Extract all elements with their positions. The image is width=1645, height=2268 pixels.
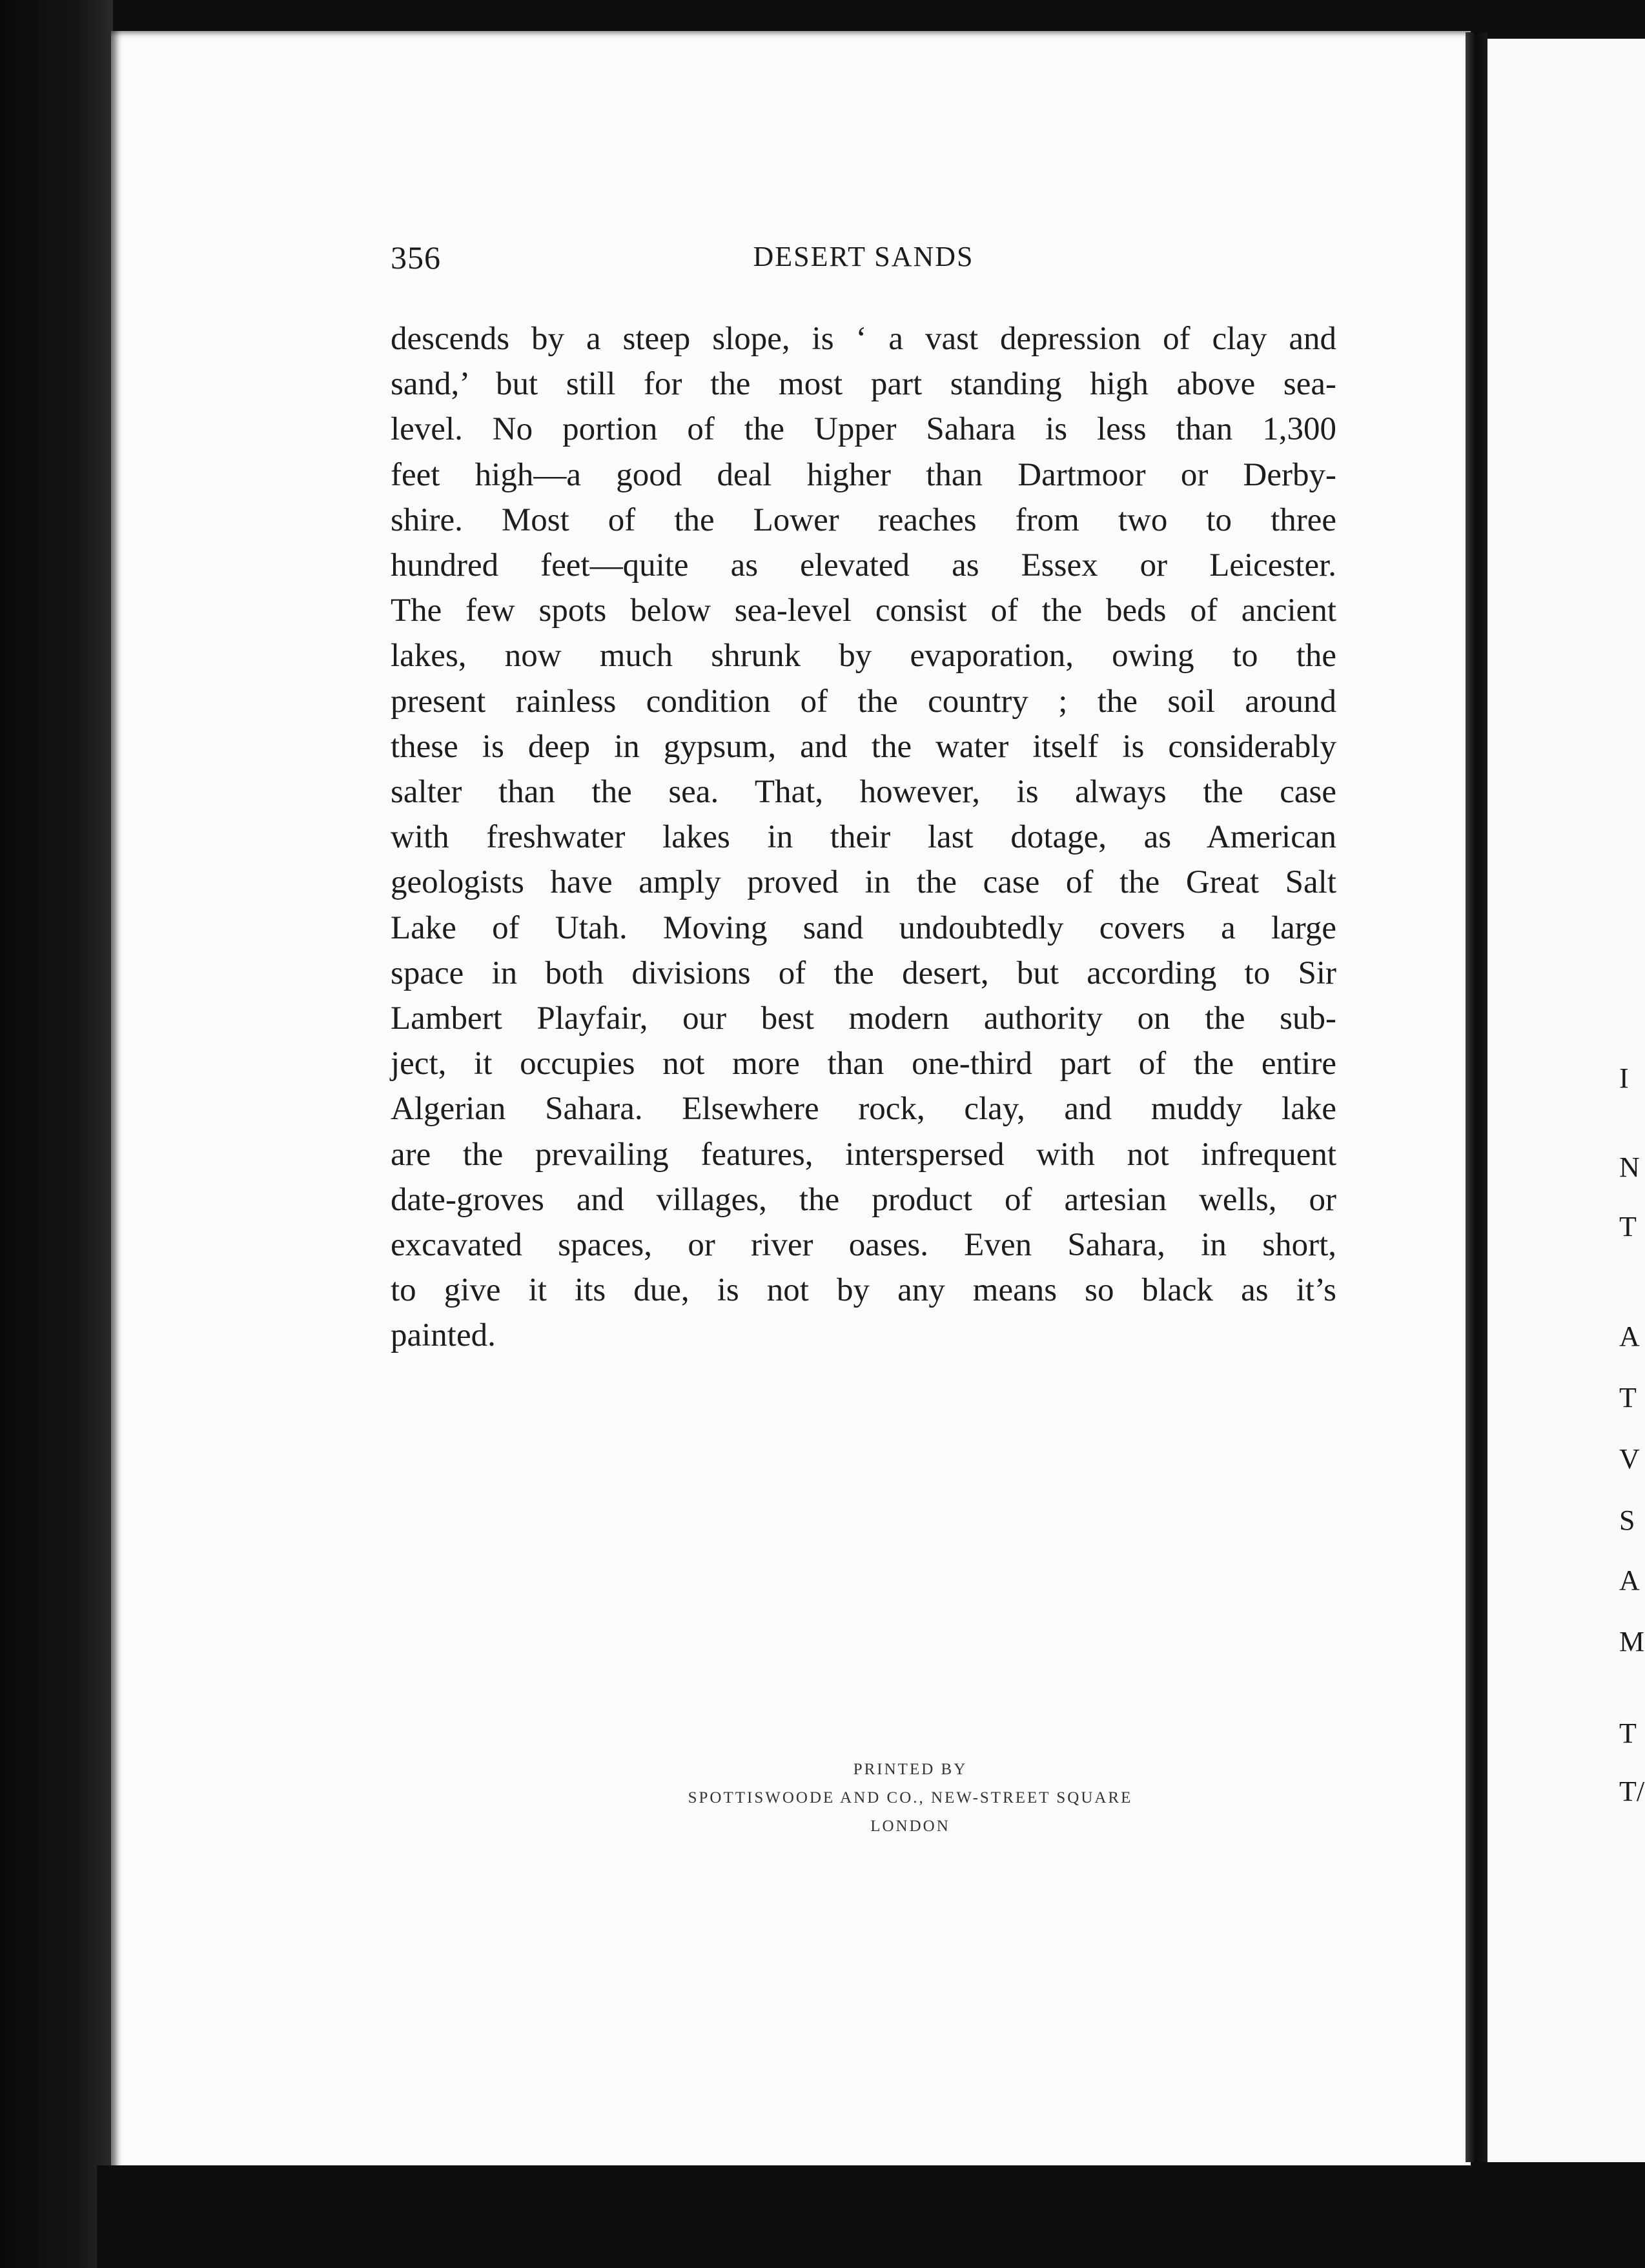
text-line: Lake of Utah. Moving sand undoubtedly covers a large [391,909,1336,946]
facing-page-fragment: A [1619,1321,1640,1352]
printer-imprint [426,1756,1395,1841]
imprint-line: LONDON [870,1817,950,1835]
imprint-line: PRINTED BY [853,1761,968,1778]
text-line: sand,’ but still for the most part standing high above sea- [391,366,1336,403]
text-line: these is deep in gypsum, and the water itself is considerably [391,728,1336,765]
text-line: feet high—a good deal higher than Dartmoor or Derby- [391,456,1336,493]
text-line: space in both divisions of the desert, but according to Sir [391,955,1336,991]
facing-page-fragment: I [1619,1062,1629,1094]
text-line: to give it its due, is not by any means so black as it’s [391,1272,1336,1309]
text-line: The few spots below sea-level consist of the beds of ancient [391,592,1336,629]
page-number: 356 [391,239,441,276]
facing-page-fragment: T [1619,1717,1637,1749]
page-gutter [1466,32,1487,2162]
text-line: descends by a steep slope, is ‘ a vast depression of clay and [391,321,1336,357]
text-line: Lambert Playfair, our best modern authority on the sub- [391,1000,1336,1037]
text-line: excavated spaces, or river oases. Even Sahara, in short, [391,1227,1336,1264]
scan-border-bottom [97,2165,1645,2268]
text-line: shire. Most of the Lower reaches from two to three [391,501,1336,538]
text-line: geologists have amply proved in the case of the Great Salt [391,864,1336,901]
running-title: DESERT SANDS [753,241,974,272]
text-line: lakes, now much shrunk by evaporation, owing to the [391,638,1336,674]
facing-page-fragment: N [1619,1151,1640,1183]
body-paragraph [391,316,1336,1359]
facing-page-fragment: V [1619,1443,1640,1475]
facing-page-fragment: M [1619,1626,1645,1657]
text-line: ject, it occupies not more than one-third part of the entire [391,1046,1336,1082]
facing-page-fragment: S [1619,1504,1635,1536]
text-line: with freshwater lakes in their last dotage, as American [391,819,1336,856]
scan-border-left [0,0,113,2268]
facing-page-fragment: T/ [1619,1776,1645,1807]
facing-page-fragment: A [1619,1564,1640,1596]
facing-page-fragment: T [1619,1382,1637,1413]
text-line: painted. [391,1317,496,1354]
facing-page [1487,39,1645,2162]
facing-page-fragment: T [1619,1211,1637,1242]
text-line: present rainless condition of the country ; the soil around [391,683,1336,720]
text-line: level. No portion of the Upper Sahara is less than 1,300 [391,411,1336,448]
text-line: hundred feet—quite as elevated as Essex or Leicester. [391,547,1336,584]
text-line: date-groves and villages, the product of artesian wells, or [391,1181,1336,1218]
text-line: are the prevailing features, interspersed with not infrequent [391,1136,1336,1173]
running-head [391,239,1336,284]
imprint-line: SPOTTISWOODE AND CO., NEW-STREET SQUARE [688,1789,1133,1807]
text-line: Algerian Sahara. Elsewhere rock, clay, and muddy lake [391,1091,1336,1128]
text-line: salter than the sea. That, however, is always the case [391,774,1336,811]
